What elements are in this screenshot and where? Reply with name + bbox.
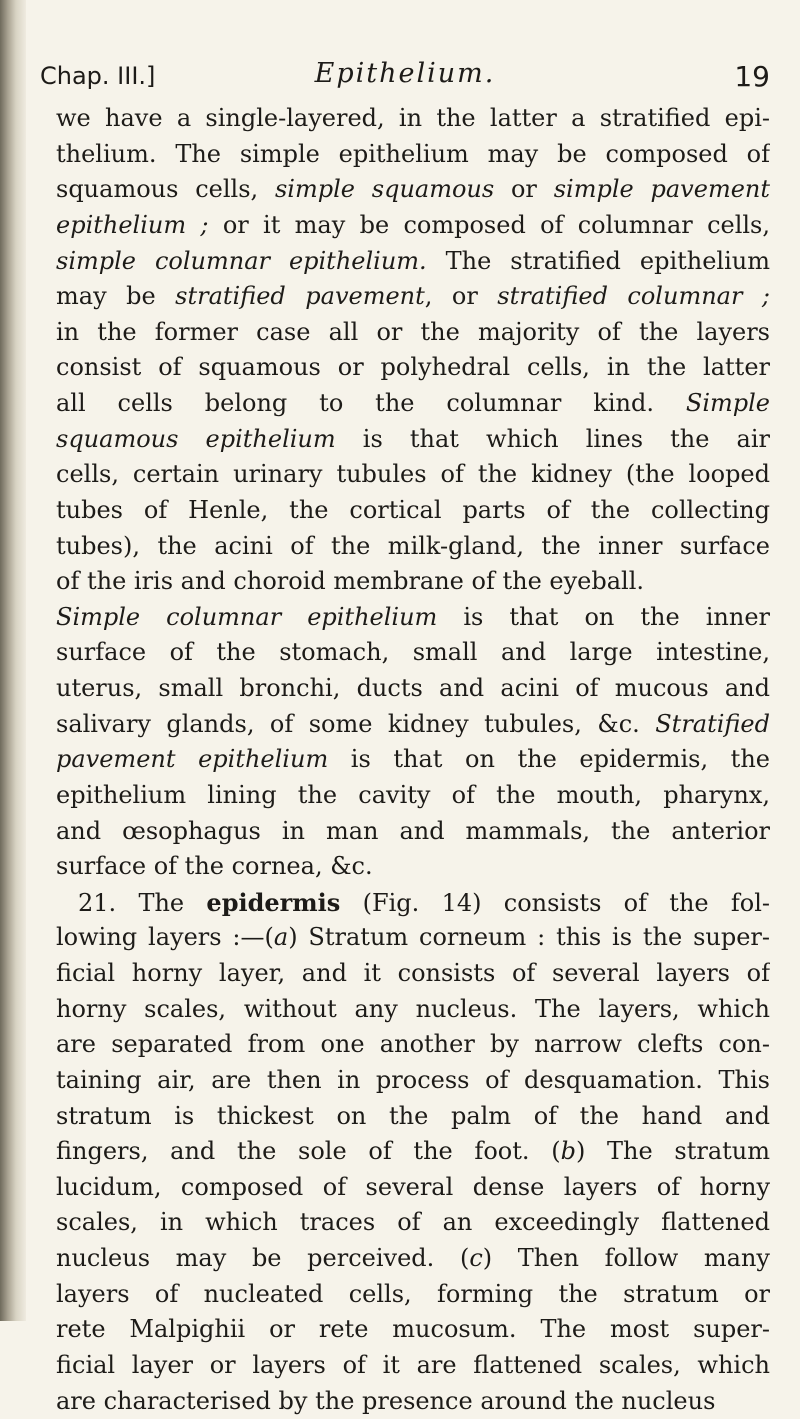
text-line	[56, 1277, 770, 1313]
text-line	[56, 422, 770, 458]
bold-text: epidermis	[206, 888, 340, 917]
text-segment: stratum is thickest on the palm of the hand and	[56, 1102, 770, 1130]
text-segment: salivary glands, of some kidney tubules, &c.	[56, 710, 655, 738]
text-line	[56, 350, 770, 386]
text-line	[56, 600, 770, 636]
text-line	[56, 849, 770, 885]
text-line	[56, 1241, 770, 1277]
text-segment: ficial horny layer, and it consists of several layers of	[56, 959, 770, 987]
text-segment: uterus, small bronchi, ducts and acini of mucous and	[56, 674, 770, 702]
text-line	[56, 529, 770, 565]
italic-text: squamous epithelium	[56, 425, 336, 453]
text-segment: fingers, and the sole of the foot. (	[56, 1137, 561, 1165]
text-line	[56, 1099, 770, 1135]
text-segment: tubes of Henle, the cortical parts of the collecting	[56, 496, 770, 524]
text-segment: we have a single-layered, in the latter a stratified epi-	[56, 104, 770, 132]
italic-text: Simple	[686, 389, 770, 417]
text-segment: consist of squamous or polyhedral cells, in the latter	[56, 353, 770, 381]
text-line	[56, 1027, 770, 1063]
italic-text: Stratified	[655, 710, 770, 738]
italic-text: Simple columnar epithelium	[56, 603, 437, 631]
text-segment: The stratified epithelium	[427, 247, 770, 275]
italic-text: simple squamous	[275, 175, 494, 203]
text-segment: ) Then follow many	[483, 1244, 770, 1272]
text-segment: or it may be composed of columnar cells,	[209, 211, 770, 239]
italic-text: a	[274, 923, 288, 951]
text-line	[56, 137, 770, 173]
text-line	[56, 707, 770, 743]
text-segment: of the iris and choroid membrane of the eyeball.	[56, 567, 644, 595]
text-segment: ) Stratum corneum : this is the super-	[288, 923, 770, 951]
page-binding-edge	[0, 0, 26, 1321]
chapter-label: Chap. III.]	[40, 62, 155, 90]
text-line	[56, 992, 770, 1028]
text-line	[56, 172, 770, 208]
text-segment: cells, certain urinary tubules of the kidney (the looped	[56, 460, 770, 488]
text-line	[56, 920, 770, 956]
italic-text: stratified columnar ;	[497, 282, 770, 310]
text-segment: and œsophagus in man and mammals, the anterior	[56, 817, 770, 845]
text-segment: are characterised by the presence around the nucleus	[56, 1387, 715, 1415]
page-number: 19	[734, 60, 770, 93]
page-header	[40, 62, 770, 102]
text-segment: is that on the epidermis, the	[328, 745, 770, 773]
text-line	[56, 778, 770, 814]
text-line	[56, 742, 770, 778]
text-line	[56, 244, 770, 280]
text-segment: lucidum, composed of several dense layers of horny	[56, 1173, 770, 1201]
text-line	[56, 635, 770, 671]
italic-text: simple pavement	[554, 175, 770, 203]
text-segment: surface of the stomach, small and large intestine,	[56, 638, 770, 666]
text-line	[56, 1348, 770, 1384]
text-line	[56, 493, 770, 529]
text-line	[56, 814, 770, 850]
text-line	[56, 1170, 770, 1206]
text-segment: rete Malpighii or rete mucosum. The most super-	[56, 1315, 770, 1343]
text-segment: are separated from one another by narrow clefts con-	[56, 1030, 770, 1058]
text-segment: epithelium lining the cavity of the mouth, pharynx,	[56, 781, 770, 809]
text-line	[56, 1312, 770, 1348]
text-segment: lowing layers :—(	[56, 923, 274, 951]
text-segment: (Fig. 14) consists of the fol-	[340, 889, 770, 917]
text-segment: is that which lines the air	[336, 425, 770, 453]
italic-text: epithelium ;	[56, 211, 209, 239]
text-line	[56, 315, 770, 351]
running-title: Epithelium.	[40, 58, 770, 89]
text-line	[56, 564, 770, 600]
text-segment: ficial layer or layers of it are flattened scales, which	[56, 1351, 770, 1379]
italic-text: c	[469, 1244, 482, 1272]
text-line	[56, 457, 770, 493]
text-line	[56, 671, 770, 707]
text-line	[56, 1205, 770, 1241]
text-line	[56, 101, 770, 137]
text-segment: ) The stratum	[576, 1137, 770, 1165]
italic-text: stratified pavement	[175, 282, 425, 310]
text-segment: in the former case all or the majority of the layers	[56, 318, 770, 346]
text-segment: 21. The	[78, 889, 206, 917]
text-segment: is that on the inner	[437, 603, 770, 631]
text-segment: layers of nucleated cells, forming the stratum or	[56, 1280, 770, 1308]
text-line	[56, 279, 770, 315]
text-line	[56, 1134, 770, 1170]
text-line	[56, 885, 770, 921]
text-segment: , or	[425, 282, 498, 310]
text-segment: squamous cells,	[56, 175, 275, 203]
text-segment: taining air, are then in process of desquamation. This	[56, 1066, 770, 1094]
text-line	[56, 1384, 770, 1419]
text-segment: surface of the cornea, &c.	[56, 852, 373, 880]
text-segment: scales, in which traces of an exceedingly flattened	[56, 1208, 770, 1236]
text-segment: thelium. The simple epithelium may be composed of	[56, 140, 770, 168]
body-text	[56, 101, 770, 1419]
text-segment: nucleus may be perceived. (	[56, 1244, 469, 1272]
text-line	[56, 208, 770, 244]
text-segment: all cells belong to the columnar kind.	[56, 389, 686, 417]
italic-text: simple columnar epithelium.	[56, 247, 427, 275]
text-segment: horny scales, without any nucleus. The layers, which	[56, 995, 770, 1023]
italic-text: b	[561, 1137, 576, 1165]
italic-text: pavement epithelium	[56, 745, 328, 773]
text-segment: or	[494, 175, 554, 203]
text-line	[56, 1063, 770, 1099]
text-line	[56, 386, 770, 422]
text-line	[56, 956, 770, 992]
text-segment: tubes), the acini of the milk-gland, the inner surface	[56, 532, 770, 560]
text-segment: may be	[56, 282, 175, 310]
